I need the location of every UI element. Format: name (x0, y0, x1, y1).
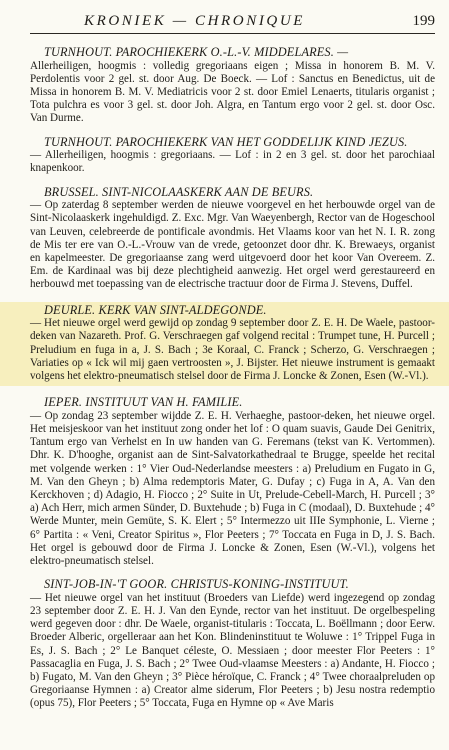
entry-body: — Het nieuwe orgel werd gewijd op zondag 9 september door Z. E. H. De Waele, pastoor-deken van Nazareth. Prof. G. Verschraegen gaf volgend recital : Trumpet tune, H. Purcell ; Preludium en fuga in a, J. S. Bach ; 3e Koraal, C. Franck ; Scherzo, G. Verschraegen ; Variaties op « Ick wil mij gaen vertroosten », J. Bijster. Het nieuwe instrument is gemaakt volgens het elektro-pneumatisch stelsel door de Firma J. Loncke & Zonen, Esen (W.-Vl.). (30, 317, 435, 383)
entry-title: IEPER. INSTITUUT VAN H. FAMILIE. (44, 395, 243, 410)
chronicle-entry-turnhout-middelares (30, 46, 435, 126)
entry-body: — Op zaterdag 8 september werden de nieuwe voorgevel en het herbouwde orgel van de Sint-Nicolaaskerk ingehuldigd. Z. Exc. Mgr. Van Waeyenbergh, Rector van de Hogeschool van Leuven, celebreerde de pontificale avondmis. Het Vlaams koor van het N. I. R. zong de Mis ter ere van O.-L.-Vrouw van de vrede, getoonzet door dhr. K. Brewaeys, organist en kapelmeester. De gregoriaanse zang werd uitgevoerd door het koor Van Overeem. Z. Em. de Kardinaal was bij deze plechtigheid aanwezig. Het orgel werd gerestaureerd en herbouwd met toepassing van de electrische tractuur door de Firma J. Stevens, Duffel. (30, 199, 435, 291)
header-rule (30, 33, 435, 34)
entry-body: Allerheiligen, hoogmis : volledig gregoriaans eigen ; Missa in honorem B. M. V. Perdolentis voor 2 gel. st. door Aug. De Boeck. — Lof : Sanctus en Benedictus, uit de Missa in honorem B. M. V. Mediatricis voor 2 st. door Emiel Lenaerts, titularis organist ; Tota pulchra es voor 3 gel. st. door Joh. Algra, en Tantum ergo voor 2 gel. st. door Osc. Van Durme. (30, 59, 435, 125)
chronicle-entry-deurle-highlighted (0, 302, 449, 387)
entry-title: BRUSSEL. SINT-NICOLAASKERK AAN DE BEURS. (44, 184, 314, 199)
entry-title: TURNHOUT. PAROCHIEKERK O.-L.-V. MIDDELARES. — (44, 45, 349, 59)
running-header (30, 12, 435, 30)
entry-title: SINT-JOB-IN-'T GOOR. CHRISTUS-KONING-INSTITUUT. (44, 577, 349, 592)
chronicle-entry-ieper-h-familie (30, 396, 435, 568)
entry-body: — Het nieuwe orgel van het instituut (Broeders van Liefde) werd ingezegend op zondag 23 september door Z. E. H. J. Van den Eynde, rector van het instituut. De orgelbespeling werd gegeven door : dhr. De Waele, organist-titularis : Toccata, L. Boëllmann ; door Eerw. Broeder Alberic, orgelleraar aan het Kon. Blindeninstituut te Woluwe : 1° Trippel Fuga in Es, J. S. Bach ; 2° Le Banquet céleste, O. Messiaen ; door meester Flor Peeters : 1° Passacaglia en Fuga, J. S. Bach ; 2° Twee Oud-vlaamse Meesters : a) Andante, H. Fiocco ; b) Fugato, M. Van den Gheyn ; 3° Pièce héroïque, C. Franck ; 4° Twee choraalpreluden op Gregoriaanse Hymnen : a) Creator alme siderum, Flor Peeters ; b) Jesu nostra redemptio (opus 75), Flor Peeters ; 5° Toccata, Fuga en Hymne op « Ave Maris (30, 591, 435, 710)
entry-title: DEURLE. KERK VAN SINT-ALDEGONDE. (44, 302, 267, 317)
chronicle-entry-sint-job-in-t-goor (30, 578, 435, 710)
header-title: KRONIEK — CHRONIQUE (84, 13, 306, 29)
entry-body: — Allerheiligen, hoogmis : gregoriaans. — Lof : in 2 en 3 gel. st. door het parochiaal knapenkoor. (30, 149, 435, 175)
page-number: 199 (412, 13, 435, 29)
entry-title: TURNHOUT. PAROCHIEKERK VAN HET GODDELIJK KIND JEZUS. (44, 134, 408, 149)
chronicle-entry-turnhout-goddelijk-kind (30, 136, 435, 176)
chronicle-entry-brussel-sint-nicolaas (30, 186, 435, 292)
entry-body: — Op zondag 23 september wijdde Z. E. H. Verhaeghe, pastoor-deken, het nieuwe orgel. Het meisjeskoor van het instituut zong onder het lof : O quam suavis, Gaude Dei Genitrix, Tantum ergo van Verhelst en In uw handen van G. Feremans (tekst van K. Vertommen). Dhr. K. D'hooghe, organist aan de Sint-Salvatorkathedraal te Brugge, speelde het recital met volgende werken : 1° Vier Oud-Nederlandse meesters : a) Preludium en Fugato in G, M. Van den Gheyn ; b) Alma redemptoris Mater, G. Dufay ; c) Fuga in A, A. Van den Kerckhoven ; d) Adagio, H. Fiocco ; 2° Suite in Ut, Prelude-Cebell-March, H. Purcell ; 3° a) Ach Herr, mich armen Sünder, D. Buxtehude ; b) Fuga in C (modaal), D. Buxtehude ; 4° Werde Munter, mein Gemüte, S. K. Elert ; 5° Intermezzo uit IIIe Symphonie, L. Vierne ; 6° Partita : « Veni, Creator Spiritus », Flor Peeters ; 7° Toccata en Fuga in D, J. S. Bach. Het orgel is gebouwd door de Firma J. Loncke & Zonen, Esen (W.-Vl.), volgens het elektro-pneumatisch stelsel. (30, 409, 435, 568)
